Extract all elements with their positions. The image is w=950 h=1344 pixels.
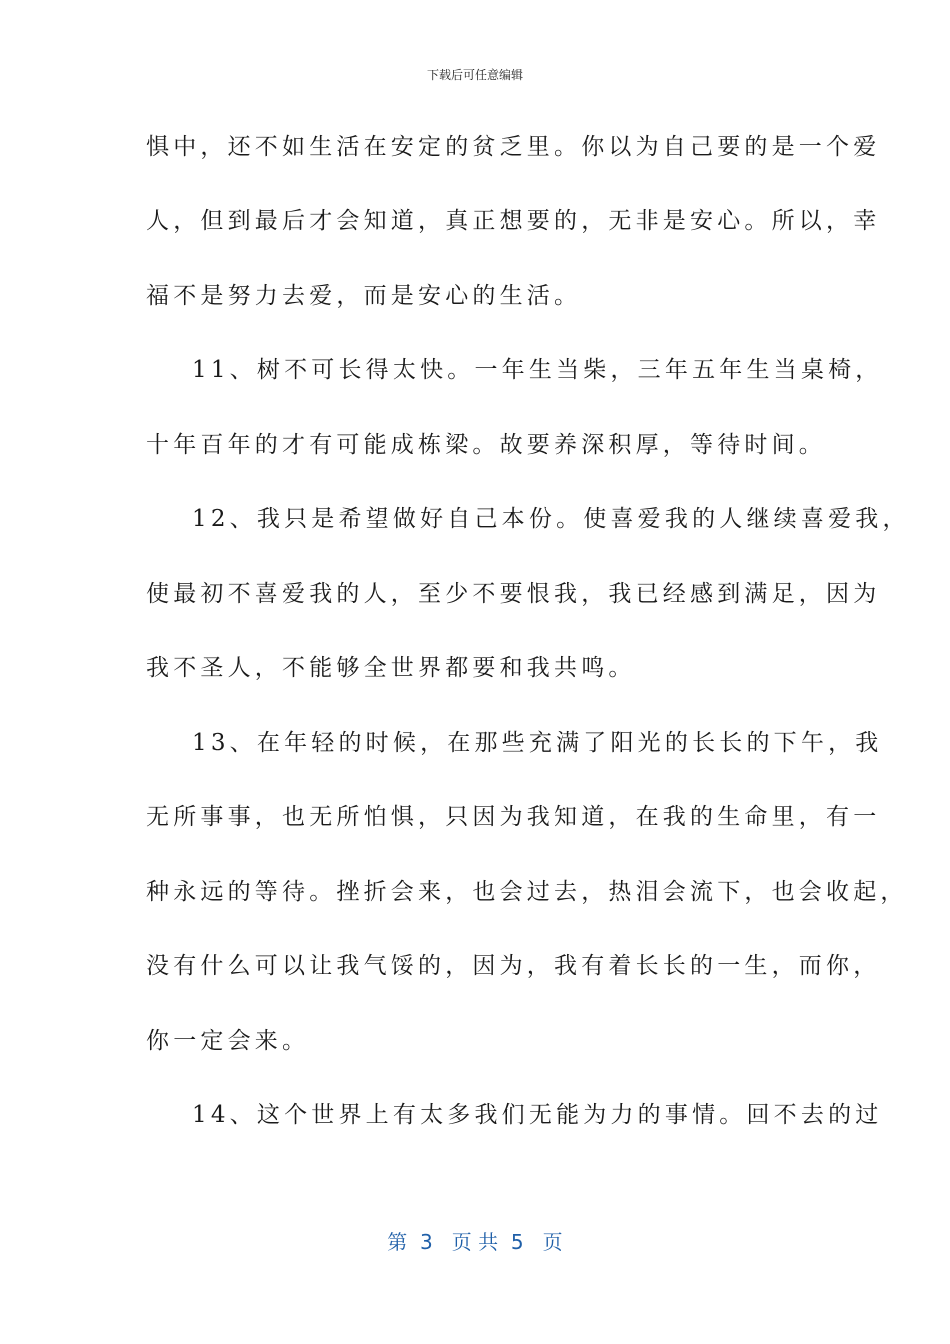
body-line: 使最初不喜爱我的人，至少不要恨我，我已经感到满足，因为 [146, 581, 881, 607]
body-line: 惧中，还不如生活在安定的贫乏里。你以为自己要的是一个爱 [146, 134, 881, 160]
body-line: 你一定会来。 [146, 1028, 310, 1054]
paragraph-14-start: 14、这个世界上有太多我们无能为力的事情。回不去的过 [192, 1102, 883, 1128]
paragraph-13-start: 13、在年轻的时候，在那些充满了阳光的长长的下午，我 [192, 730, 883, 756]
body-line: 福不是努力去爱，而是安心的生活。 [146, 283, 582, 309]
body-line: 种永远的等待。挫折会来，也会过去，热泪会流下，也会收起， [146, 879, 908, 905]
paragraph-12-start: 12、我只是希望做好自己本份。使喜爱我的人继续喜爱我， [192, 506, 910, 532]
body-line: 我不圣人，不能够全世界都要和我共鸣。 [146, 655, 636, 681]
body-line: 十年百年的才有可能成栋梁。故要养深积厚，等待时间。 [146, 432, 826, 458]
body-line: 没有什么可以让我气馁的，因为，我有着长长的一生，而你， [146, 953, 881, 979]
body-line: 无所事事，也无所怕惧，只因为我知道，在我的生命里，有一 [146, 804, 881, 830]
page-header-note: 下载后可任意编辑 [426, 68, 523, 82]
body-line: 人，但到最后才会知道，真正想要的，无非是安心。所以，幸 [146, 208, 881, 234]
page-number-footer: 第 3 页 共 5 页 [387, 1230, 563, 1254]
paragraph-11-start: 11、树不可长得太快。一年生当柴，三年五年生当桌椅， [192, 357, 883, 383]
